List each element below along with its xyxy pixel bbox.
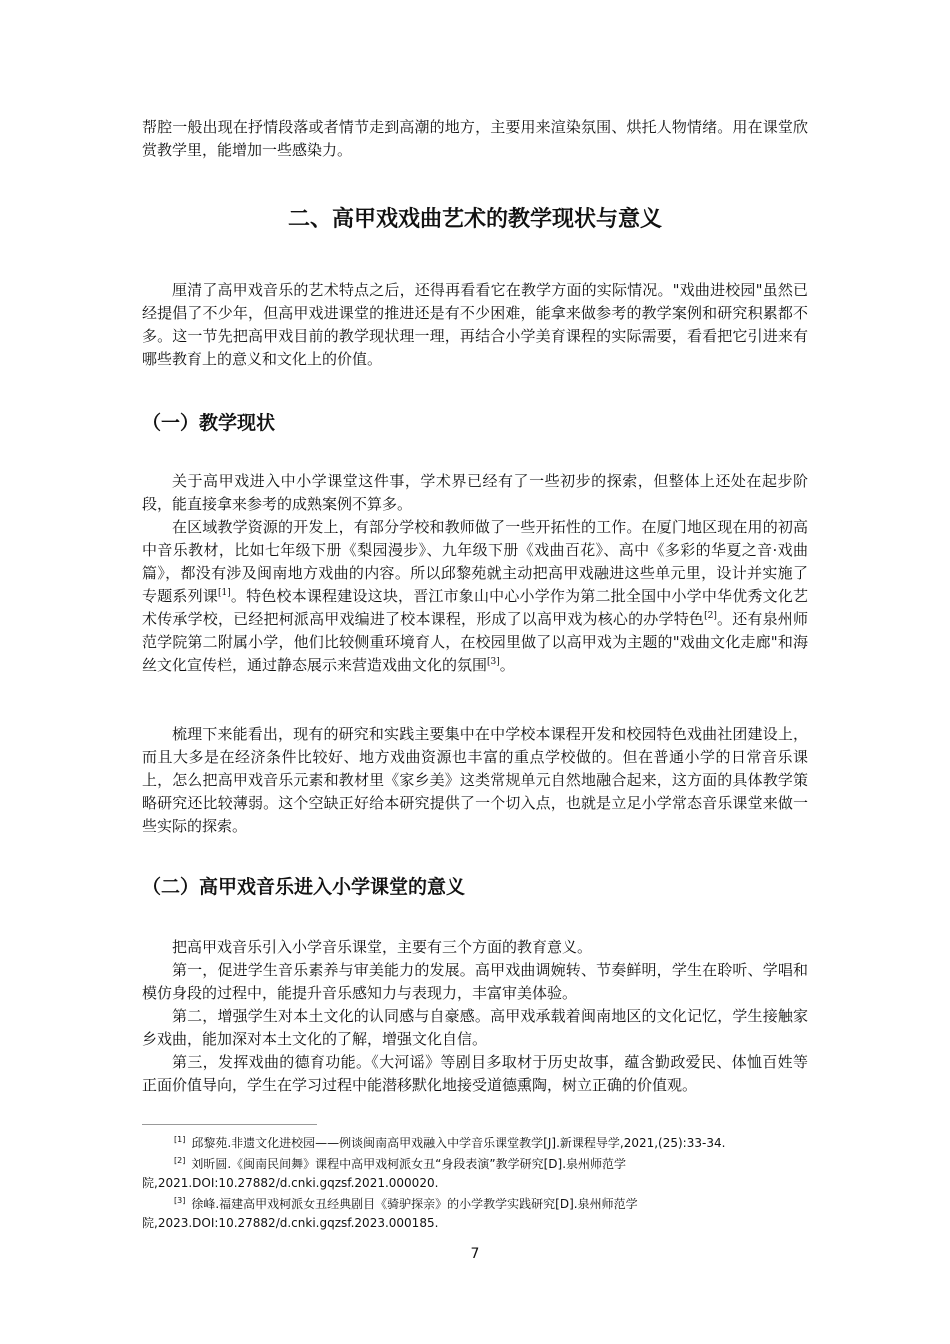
section-title: 二、高甲戏戏曲艺术的教学现状与意义 <box>287 207 662 232</box>
footnote-ref-3[interactable]: [3] <box>487 657 500 667</box>
footnote-2-text: 刘昕圆.《闽南民间舞》课程中高甲戏柯派女丑“身段表演”教学研究[D].泉州师范学院,2021.DOI:10.27882/d.cnki.gqzsf.2021.000020. <box>142 1157 627 1190</box>
footnote-3-text: 徐峰.福建高甲戏柯派女丑经典剧目《骑驴探亲》的小学教学实践研究[D].泉州师范学院,2023.DOI:10.27882/d.cnki.gqzsf.2023.000185. <box>142 1197 638 1230</box>
footnote-1 <box>142 1134 808 1153</box>
footnote-2-mark: [2] <box>174 1156 186 1165</box>
footnote-ref-1[interactable]: [1] <box>217 588 231 598</box>
significance-paragraph-2: 第一，促进学生音乐素养与审美能力的发展。高甲戏曲调婉转、节奏鲜明，学生在聆听、学唱和模仿身段的过程中，能提升音乐感知力与表现力，丰富审美体验。 <box>142 961 808 1002</box>
footnote-1-mark: [1] <box>174 1135 186 1144</box>
page-number: 7 <box>470 1246 480 1262</box>
significance-paragraph-1: 把高甲戏音乐引入小学音乐课堂，主要有三个方面的教育意义。 <box>172 938 593 956</box>
top-paragraph: 帮腔一般出现在抒情段落或者情节走到高潮的地方，主要用来渲染氛围、烘托人物情绪。用在课堂欣赏教学里，能增加一些感染力。 <box>142 118 808 159</box>
status-paragraph-2-part-d: 。 <box>499 656 515 674</box>
subsection-title-significance: （二）高甲戏音乐进入小学课堂的意义 <box>142 876 466 898</box>
significance-paragraph-4: 第三，发挥戏曲的德育功能。《大河谣》等剧目多取材于历史故事，蕴含勤政爱民、体恤百姓等正面价值导向，学生在学习过程中能潜移默化地接受道德熏陶，树立正确的价值观。 <box>142 1053 808 1094</box>
footnote-divider <box>142 1124 317 1125</box>
status-paragraph-1: 关于高甲戏进入中小学课堂这件事，学术界已经有了一些初步的探索，但整体上还处在起步阶段，能直接拿来参考的成熟案例不算多。 <box>142 472 808 513</box>
subsection-title-teaching-status: （一）教学现状 <box>142 412 276 434</box>
section-intro-paragraph: 厘清了高甲戏音乐的艺术特点之后，还得再看看它在教学方面的实际情况。"戏曲进校园"虽然已经提倡了不少年，但高甲戏进课堂的推进还是有不少困难，能拿来做参考的教学案例和研究积累都不多。这一节先把高甲戏目前的教学现状理一理，再结合小学美育课程的实际需要，看看把它引进来有哪些教育上的意义和文化上的价值。 <box>142 281 808 368</box>
footnote-3-mark: [3] <box>174 1196 186 1205</box>
status-paragraph-2-part-a: 在区域教学资源的开发上，有部分学校和教师做了一些开拓性的工作。在厦门地区现在用的初高中音乐教材，比如七年级下册《梨园漫步》、九年级下册《戏曲百花》、高中《多彩的华夏之音·戏曲篇》，都没有涉及闽南地方戏曲的内容。所以邱黎苑就主动把高甲戏融进这些单元里，设计并实施了专题系列课 <box>142 518 808 605</box>
footnote-2 <box>142 1155 808 1193</box>
status-paragraph-3: 梳理下来能看出，现有的研究和实践主要集中在中学校本课程开发和校园特色戏曲社团建设上，而且大多是在经济条件比较好、地方戏曲资源也丰富的重点学校做的。但在普通小学的日常音乐课上，怎么把高甲戏音乐元素和教材里《家乡美》这类常规单元自然地融合起来，这方面的具体教学策略研究还比较薄弱。这个空缺正好给本研究提供了一个切入点，也就是立足小学常态音乐课堂来做一些实际的探索。 <box>142 725 808 835</box>
status-paragraph-2-part-b: 。特色校本课程建设这块，晋江市象山中心小学作为第二批全国中小学中华优秀文化艺术传承学校，已经把柯派高甲戏编进了校本课程，形成了以高甲戏为核心的办学特色 <box>142 587 808 628</box>
footnote-3 <box>142 1195 808 1233</box>
significance-paragraph-3: 第二，增强学生对本土文化的认同感与自豪感。高甲戏承载着闽南地区的文化记忆，学生接触家乡戏曲，能加深对本土文化的了解，增强文化自信。 <box>142 1007 808 1048</box>
footnote-1-text: 邱黎苑.非遗文化进校园——例谈闽南高甲戏融入中学音乐课堂教学[J].新课程导学,2021,(25):33-34. <box>191 1136 726 1150</box>
footnote-ref-2[interactable]: [2] <box>704 611 717 621</box>
status-paragraph-2-part-c: 。还有泉州师范学院第二附属小学，他们比较侧重环境育人，在校园里做了以高甲戏为主题的"戏曲文化走廊"和海丝文化宣传栏，通过静态展示来营造戏曲文化的氛围 <box>142 610 808 674</box>
status-paragraph-2 <box>142 516 808 677</box>
